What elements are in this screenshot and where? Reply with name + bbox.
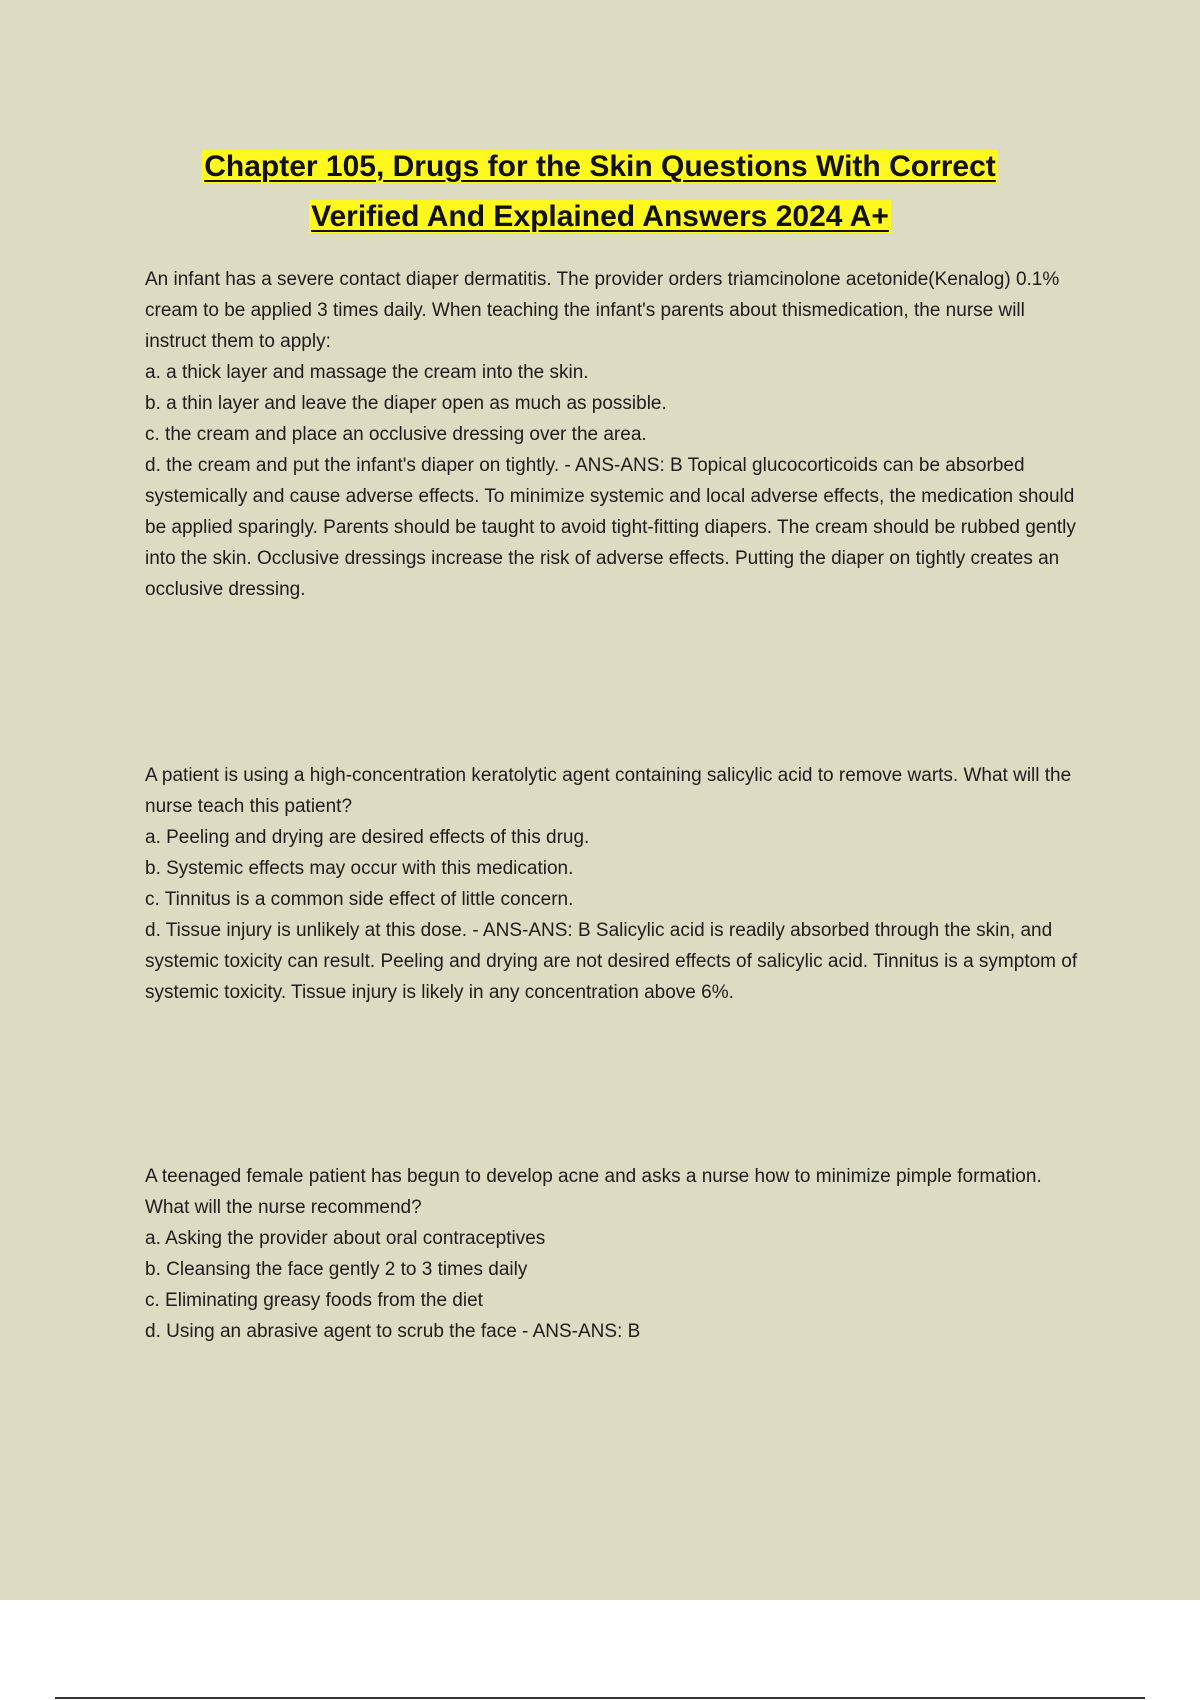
title-line-1: Chapter 105, Drugs for the Skin Questions With Correct [204, 150, 996, 183]
question-block-1 [145, 264, 1090, 605]
answer-option: b. Systemic effects may occur with this medication. [145, 858, 574, 879]
page-divider [55, 1697, 1145, 1699]
answer-option: c. Eliminating greasy foods from the diet [145, 1290, 483, 1311]
answer-option: c. Tinnitus is a common side effect of little concern. [145, 889, 574, 910]
title-line-2: Verified And Explained Answers 2024 A+ [311, 200, 889, 233]
answer-option: a. Peeling and drying are desired effects of this drug. [145, 827, 590, 848]
question-stem: An infant has a severe contact diaper dermatitis. The provider orders triamcinolone acetonide(Kenalog) 0.1% cream to be applied 3 times daily. When teaching the infant's parents about thismedication, the nurse will instruct them to apply: [145, 269, 1060, 352]
answer-option: b. a thin layer and leave the diaper open as much as possible. [145, 393, 667, 414]
answer-option: a. Asking the provider about oral contraceptives [145, 1228, 546, 1249]
question-block-3 [145, 1161, 1090, 1347]
answer-option-with-rationale: d. Using an abrasive agent to scrub the face - ANS-ANS: B [145, 1321, 641, 1342]
answer-option-with-rationale: d. the cream and put the infant's diaper on tightly. - ANS-ANS: B Topical glucocorticoids can be absorbed systemically and cause adverse effects. To minimize systemic and local adverse effects, the medication should be applied sparingly. Parents should be taught to avoid tight-fitting diapers. The cream should be rubbed gently into the skin. Occlusive dressings increase the risk of adverse effects. Putting the diaper on tightly creates an occlusive dressing. [145, 455, 1076, 600]
answer-option: b. Cleansing the face gently 2 to 3 times daily [145, 1259, 528, 1280]
question-stem: A patient is using a high-concentration keratolytic agent containing salicylic acid to remove warts. What will the nurse teach this patient? [145, 765, 1072, 817]
answer-option-with-rationale: d. Tissue injury is unlikely at this dose. - ANS-ANS: B Salicylic acid is readily absorbed through the skin, and systemic toxicity can result. Peeling and drying are not desired effects of salicylic acid. Tinnitus is a symptom of systemic toxicity. Tissue injury is likely in any concentration above 6%. [145, 920, 1078, 1003]
document-title [0, 142, 1200, 242]
answer-option: c. the cream and place an occlusive dressing over the area. [145, 424, 647, 445]
answer-option: a. a thick layer and massage the cream into the skin. [145, 362, 589, 383]
question-block-2 [145, 760, 1090, 1008]
question-stem: A teenaged female patient has begun to develop acne and asks a nurse how to minimize pimple formation. What will the nurse recommend? [145, 1166, 1042, 1218]
